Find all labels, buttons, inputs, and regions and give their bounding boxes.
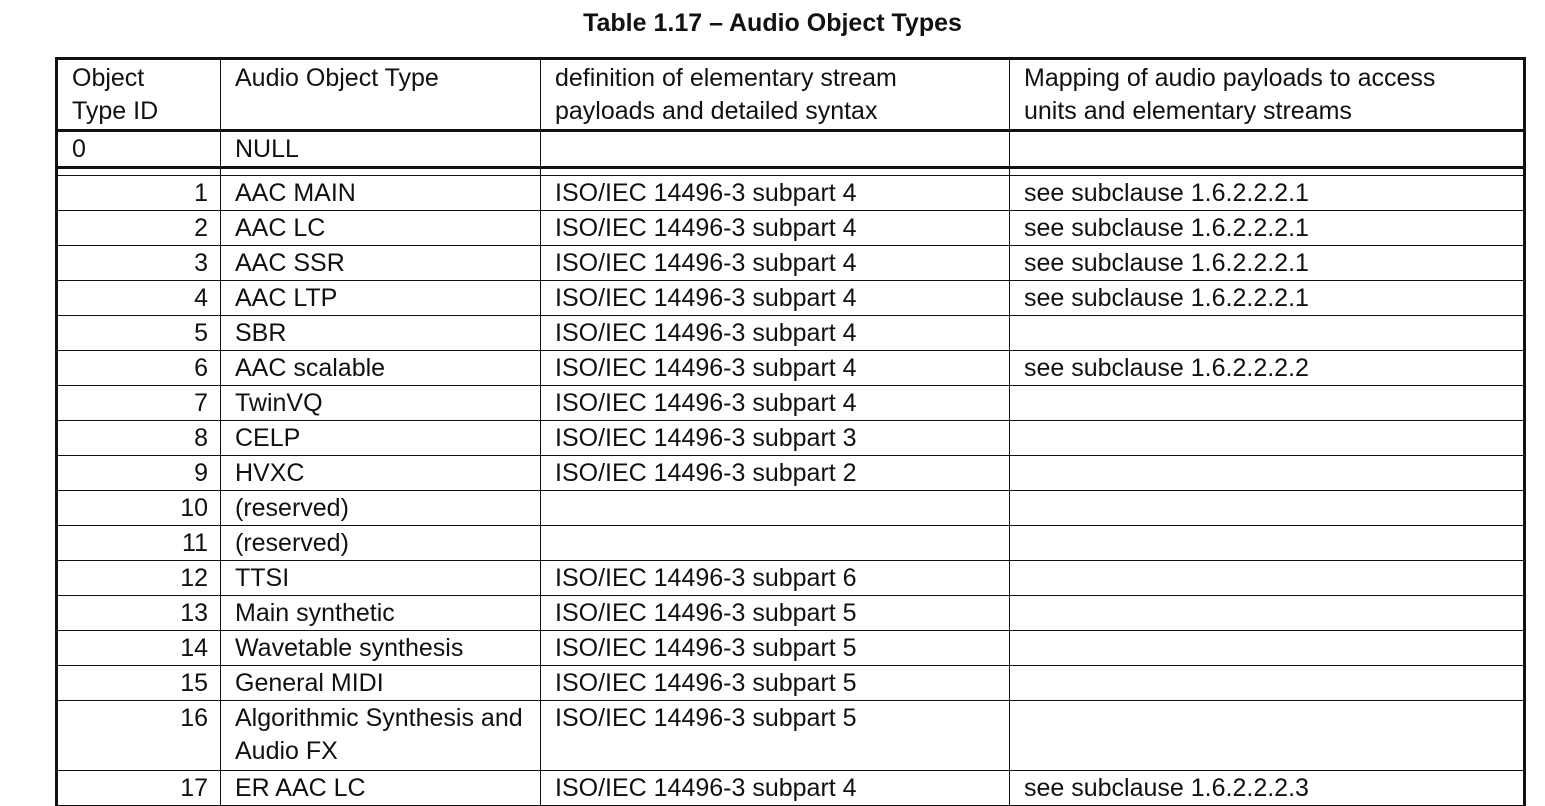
cell-definition: ISO/IEC 14496-3 subpart 4 [541, 211, 1010, 246]
spacer-cell [541, 168, 1010, 176]
header-audio-object-type-line-1: Audio Object Type [235, 64, 439, 92]
cell-definition: ISO/IEC 14496-3 subpart 4 [541, 316, 1010, 351]
table-row [57, 666, 1525, 701]
table-viewport [55, 57, 1525, 802]
cell-mapping [1010, 491, 1525, 526]
spacer-cell [57, 168, 221, 176]
cell-mapping [1010, 526, 1525, 561]
cell-mapping [1010, 386, 1525, 421]
cell-definition: ISO/IEC 14496-3 subpart 5 [541, 631, 1010, 666]
cell-audio-object-type: (reserved) [221, 491, 541, 526]
cell-object-type-id: 7 [57, 386, 221, 421]
table-row [57, 386, 1525, 421]
cell-object-type-id: 8 [57, 421, 221, 456]
header-definition-line-1: definition of elementary stream [555, 64, 897, 92]
cell-audio-object-type: (reserved) [221, 526, 541, 561]
table-row [57, 701, 1525, 771]
cell-mapping [1010, 421, 1525, 456]
cell-object-type-id: 1 [57, 176, 221, 211]
header-audio-object-type [221, 59, 541, 131]
cell-object-type-id: 0 [57, 131, 221, 168]
cell-audio-object-type: AAC SSR [221, 246, 541, 281]
cell-object-type-id: 4 [57, 281, 221, 316]
cell-definition: ISO/IEC 14496-3 subpart 3 [541, 421, 1010, 456]
cell-object-type-id: 5 [57, 316, 221, 351]
cell-mapping: see subclause 1.6.2.2.2.1 [1010, 246, 1525, 281]
table-row [57, 631, 1525, 666]
cell-definition [541, 131, 1010, 168]
cell-object-type-id: 9 [57, 456, 221, 491]
table-row [57, 316, 1525, 351]
cell-object-type-id: 11 [57, 526, 221, 561]
cell-audio-object-type: AAC LTP [221, 281, 541, 316]
table-caption: Table 1.17 – Audio Object Types [583, 9, 962, 37]
header-definition-line-2: payloads and detailed syntax [555, 97, 878, 125]
audio-object-types-table [55, 57, 1526, 806]
cell-definition: ISO/IEC 14496-3 subpart 4 [541, 281, 1010, 316]
cell-mapping [1010, 701, 1525, 771]
table-row [57, 491, 1525, 526]
cell-audio-object-type: CELP [221, 421, 541, 456]
cell-audio-object-type: NULL [221, 131, 541, 168]
cell-audio-object-type: SBR [221, 316, 541, 351]
cell-object-type-id: 12 [57, 561, 221, 596]
cell-definition: ISO/IEC 14496-3 subpart 6 [541, 561, 1010, 596]
cell-definition: ISO/IEC 14496-3 subpart 5 [541, 666, 1010, 701]
table-row [57, 281, 1525, 316]
table-row [57, 211, 1525, 246]
cell-definition: ISO/IEC 14496-3 subpart 4 [541, 771, 1010, 806]
header-object-type-id [57, 59, 221, 131]
cell-mapping [1010, 316, 1525, 351]
table-row [57, 246, 1525, 281]
cell-object-type-id: 16 [57, 701, 221, 771]
header-object-type-id-line-1: Object [72, 64, 145, 92]
table-row [57, 351, 1525, 386]
cell-mapping [1010, 666, 1525, 701]
cell-mapping: see subclause 1.6.2.2.2.1 [1010, 211, 1525, 246]
cell-audio-object-type: Wavetable synthesis [221, 631, 541, 666]
table-row [57, 456, 1525, 491]
spacer-cell [221, 168, 541, 176]
cell-definition: ISO/IEC 14496-3 subpart 5 [541, 701, 1010, 771]
spacer-cell [1010, 168, 1525, 176]
cell-definition [541, 526, 1010, 561]
cell-audio-object-type: AAC scalable [221, 351, 541, 386]
cell-object-type-id: 10 [57, 491, 221, 526]
cell-object-type-id: 6 [57, 351, 221, 386]
table-row [57, 526, 1525, 561]
cell-definition: ISO/IEC 14496-3 subpart 4 [541, 176, 1010, 211]
cell-definition: ISO/IEC 14496-3 subpart 2 [541, 456, 1010, 491]
cell-mapping: see subclause 1.6.2.2.2.3 [1010, 771, 1525, 806]
cell-mapping [1010, 561, 1525, 596]
cell-object-type-id: 13 [57, 596, 221, 631]
table-row-null [57, 131, 1525, 168]
table-row [57, 421, 1525, 456]
table-row [57, 561, 1525, 596]
header-definition [541, 59, 1010, 131]
cell-mapping: see subclause 1.6.2.2.2.2 [1010, 351, 1525, 386]
cell-object-type-id: 14 [57, 631, 221, 666]
header-mapping [1010, 59, 1525, 131]
cell-mapping [1010, 131, 1525, 168]
header-mapping-line-1: Mapping of audio payloads to access [1024, 64, 1436, 92]
header-mapping-line-2: units and elementary streams [1024, 97, 1352, 125]
cell-mapping [1010, 596, 1525, 631]
cell-audio-object-type: Algorithmic Synthesis and Audio FX [221, 701, 541, 771]
cell-mapping: see subclause 1.6.2.2.2.1 [1010, 176, 1525, 211]
cell-object-type-id: 17 [57, 771, 221, 806]
cell-audio-object-type: TwinVQ [221, 386, 541, 421]
cell-definition: ISO/IEC 14496-3 subpart 4 [541, 386, 1010, 421]
cell-object-type-id: 15 [57, 666, 221, 701]
cell-mapping [1010, 456, 1525, 491]
table-spacer-row [57, 168, 1525, 176]
cell-object-type-id: 3 [57, 246, 221, 281]
cell-audio-object-type: HVXC [221, 456, 541, 491]
table-row [57, 596, 1525, 631]
table-row [57, 176, 1525, 211]
cell-definition: ISO/IEC 14496-3 subpart 4 [541, 351, 1010, 386]
cell-definition: ISO/IEC 14496-3 subpart 5 [541, 596, 1010, 631]
table-row [57, 771, 1525, 806]
cell-audio-object-type: AAC MAIN [221, 176, 541, 211]
cell-definition: ISO/IEC 14496-3 subpart 4 [541, 246, 1010, 281]
cell-definition [541, 491, 1010, 526]
cell-audio-object-type: ER AAC LC [221, 771, 541, 806]
cell-object-type-id: 2 [57, 211, 221, 246]
cell-audio-object-type: AAC LC [221, 211, 541, 246]
cell-audio-object-type: General MIDI [221, 666, 541, 701]
cell-audio-object-type: TTSI [221, 561, 541, 596]
cell-mapping: see subclause 1.6.2.2.2.1 [1010, 281, 1525, 316]
cell-mapping [1010, 631, 1525, 666]
cell-audio-object-type: Main synthetic [221, 596, 541, 631]
header-row [57, 59, 1525, 131]
header-object-type-id-line-2: Type ID [72, 97, 159, 125]
